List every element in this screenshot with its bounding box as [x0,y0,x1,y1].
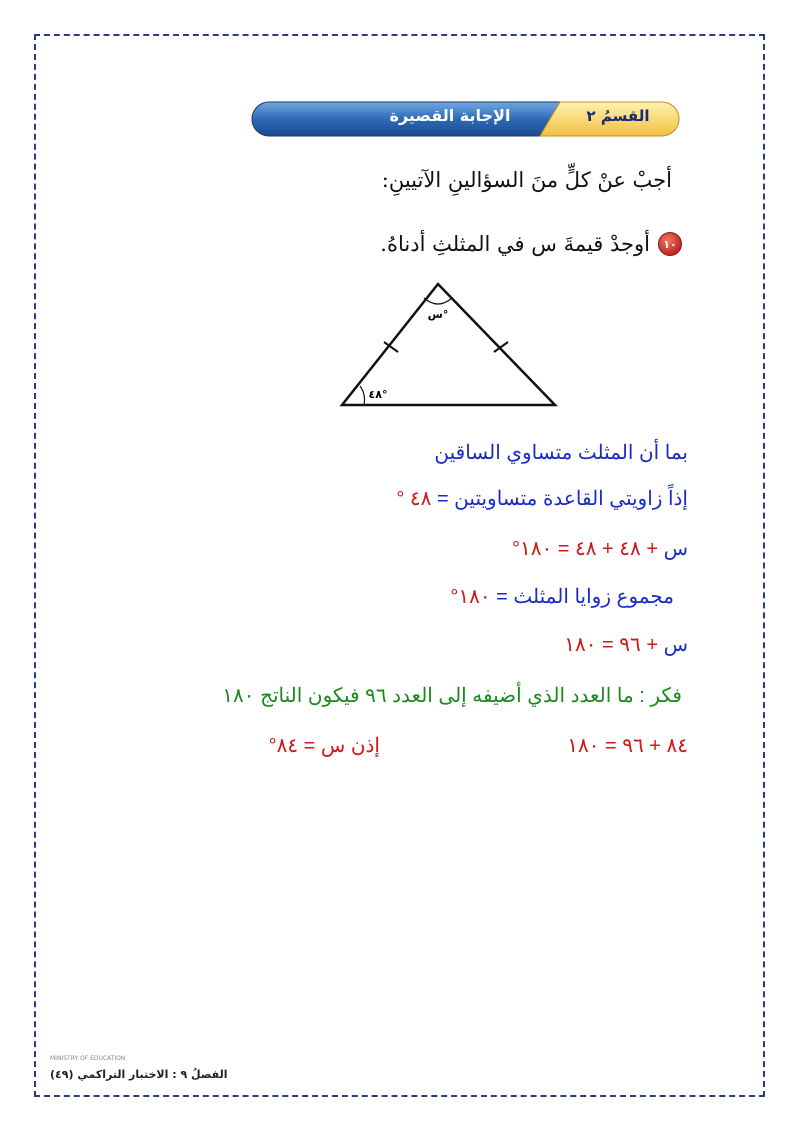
solution-line-2 [396,486,688,511]
solution-line-3-expr: + ٤٨ + ٤٨ = ١٨٠° [511,538,664,560]
solution-line-7-right: إذن س = ٨٤° [268,735,380,757]
question-row [380,232,682,256]
question-number-badge: ١٠ [658,232,682,256]
apex-angle-arc [424,298,452,304]
solution-line-5 [564,632,688,657]
solution-line-1: بما أن المثلث متساوي الساقين [434,442,688,464]
solution-line-3-var: س [663,538,688,560]
apex-angle-label: س° [427,308,449,321]
solution-line-3 [512,536,688,561]
base-angle-label: ٤٨° [368,388,388,401]
section-label: القسمُ ٢ [586,107,650,125]
solution-line-5-var: س [663,634,688,656]
footer-chapter-text: الفصلُ ٩ : الاختبار التراكمي (٤٩) [50,1068,228,1081]
page-border [34,34,765,1097]
solution-line-5-expr: + ٩٦ = ١٨٠ [564,634,664,656]
base-angle-arc [360,386,365,405]
question-text: أوجدْ قيمةَ س في المثلثِ أدناهُ. [380,232,650,256]
solution-line-2-value: ٤٨ ° [396,488,432,510]
footer-ministry-text: MINISTRY OF EDUCATION [50,1055,126,1062]
instruction-text: أجبْ عنْ كلٍّ منَ السؤالينِ الآتيينِ: [381,168,672,192]
solution-line-7-left: ٨٤ + ٩٦ = ١٨٠ [567,735,688,757]
section-banner [250,98,680,140]
solution-line-4-value: ١٨٠° [450,586,491,608]
solution-line-2-text: إذاً زاويتي القاعدة متساويتين = [431,488,688,510]
section-title: الإجابة القصيرة [389,106,511,125]
solution-line-4-text: مجموع زوايا المثلث = [490,586,674,608]
triangle-figure [336,278,561,410]
solution-line-4 [450,584,674,609]
triangle [342,284,555,405]
solution-line-6: فكر : ما العدد الذي أضيفه إلى العدد ٩٦ فيكون الناتج ١٨٠ [222,685,682,707]
